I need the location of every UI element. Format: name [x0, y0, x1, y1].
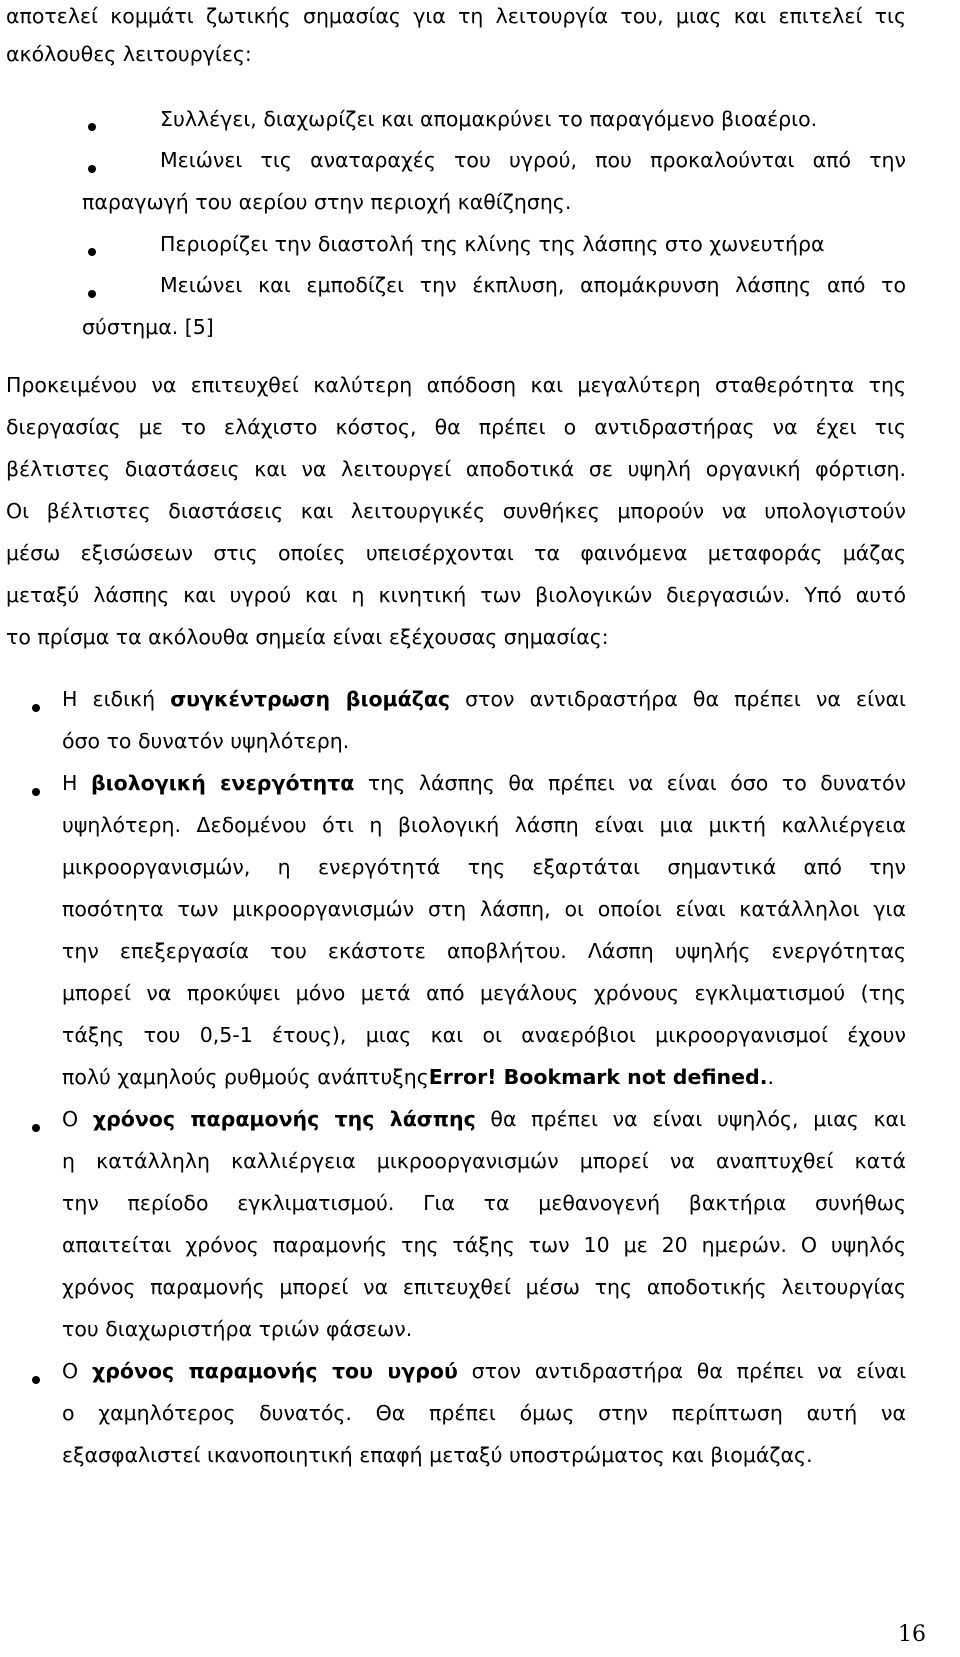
para-line-3: βέλτιστες διαστάσεις και να λειτουργεί αποδοτικά σε υψηλή οργανική φόρτιση. [6, 457, 906, 481]
bullet-icon [88, 165, 96, 173]
function-item-4-cont: σύστημα. [5] [82, 315, 214, 339]
bullet-icon [88, 248, 96, 256]
intro-line-2: ακόλουθες λειτουργίες: [6, 42, 252, 66]
point-2-line: μπορεί να προκύψει μόνο μετά από μεγάλους χρόνους εγκλιματισμού (της [62, 981, 906, 1005]
point-3-post: θα πρέπει να είναι υψηλός, μιας και [475, 1107, 906, 1131]
para-line-4: Οι βέλτιστες διαστάσεις και λειτουργικές συνθήκες μπορούν να υπολογιστούν [6, 499, 906, 523]
point-2-line: τάξης του 0,5-1 έτους), μιας και οι αναερόβιοι μικροοργανισμοί έχουν [62, 1023, 906, 1047]
point-4-line: εξασφαλιστεί ικανοποιητική επαφή μεταξύ υποστρώματος και βιομάζας. [62, 1443, 813, 1467]
point-2-line: την επεξεργασία του εκάστοτε αποβλήτου. Λάσπη υψηλής ενεργότητας [62, 939, 906, 963]
point-2-line: υψηλότερη. Δεδομένου ότι η βιολογική λάσπη είναι μια μικτή καλλιέργεια [62, 813, 906, 837]
point-3-bold: χρόνος παραμονής της λάσπης [92, 1107, 476, 1131]
point-2-pre: Η [62, 771, 91, 795]
bullet-icon [88, 123, 96, 131]
bullet-icon [32, 1124, 40, 1132]
para-line-6: μεταξύ λάσπης και υγρού και η κινητική των βιολογικών διεργασιών. Υπό αυτό [6, 583, 906, 607]
point-3-line: η κατάλληλη καλλιέργεια μικροοργανισμών μπορεί να αναπτυχθεί κατά [62, 1149, 906, 1173]
para-line-2: διεργασίας με το ελάχιστο κόστος, θα πρέπει ο αντιδραστήρας να έχει τις [6, 415, 906, 439]
point-2-post: της λάσπης θα πρέπει να είναι όσο το δυνατόν [354, 771, 906, 795]
point-1-pre: Η ειδική [62, 687, 171, 711]
point-2-first-line [62, 771, 906, 813]
function-item-3: Περιορίζει την διαστολή της κλίνης της λάσπης στο χωνευτήρα [160, 232, 825, 256]
point-4-first-line [62, 1359, 906, 1401]
intro-text-1: αποτελεί κομμάτι ζωτικής σημασίας για τη λειτουργία του, μιας και επιτελεί τις [6, 4, 906, 28]
bookmark-error-text: Error! Bookmark not defined. [428, 1065, 768, 1089]
page-number: 16 [898, 1622, 926, 1647]
point-2-last-post: . [767, 1065, 775, 1089]
bullet-icon [88, 290, 96, 298]
point-4-line: ο χαμηλότερος δυνατός. Θα πρέπει όμως στην περίπτωση αυτή να [62, 1401, 906, 1425]
point-2-bold: βιολογική ενεργότητα [90, 771, 355, 795]
para-line-5: μέσω εξισώσεων στις οποίες υπεισέρχονται τα φαινόμενα μεταφοράς μάζας [6, 541, 906, 565]
para-line-7: το πρίσμα τα ακόλουθα σημεία είναι εξέχουσας σημασίας: [6, 625, 609, 649]
point-4-bold: χρόνος παραμονής του υγρού [91, 1359, 458, 1383]
function-item-2: Μειώνει τις αναταραχές του υγρού, που προκαλούνται από την [160, 148, 906, 172]
point-1-first-line [62, 687, 906, 729]
point-1-post: στον αντιδραστήρα θα πρέπει να είναι [450, 687, 906, 711]
bullet-icon [32, 788, 40, 796]
point-2-last-line [62, 1065, 774, 1089]
point-3-pre: Ο [62, 1107, 93, 1131]
point-3-line: του διαχωριστήρα τριών φάσεων. [62, 1317, 413, 1341]
point-1-line: όσο το δυνατόν υψηλότερη. [62, 729, 350, 753]
point-4-pre: Ο [62, 1359, 92, 1383]
point-2-last-pre: πολύ χαμηλούς ρυθμούς ανάπτυξης [62, 1065, 429, 1089]
point-3-line: απαιτείται χρόνος παραμονής της τάξης των 10 με 20 ημερών. Ο υψηλός [62, 1233, 906, 1257]
point-1-bold: συγκέντρωση βιομάζας [170, 687, 451, 711]
point-4-post: στον αντιδραστήρα θα πρέπει να είναι [457, 1359, 906, 1383]
point-3-line: χρόνος παραμονής μπορεί να επιτευχθεί μέσω της αποδοτικής λειτουργίας [62, 1275, 906, 1299]
intro-line-1 [6, 4, 906, 28]
point-2-line: μικροοργανισμών, η ενεργότητά της εξαρτάται σημαντικά από την [62, 855, 906, 879]
point-3-line: την περίοδο εγκλιματισμού. Για τα μεθανογενή βακτήρια συνήθως [62, 1191, 906, 1215]
para-line-1: Προκειμένου να επιτευχθεί καλύτερη απόδοση και μεγαλύτερη σταθερότητα της [6, 373, 906, 397]
function-item-2-cont: παραγωγή του αερίου στην περιοχή καθίζησης. [82, 190, 572, 214]
function-item-4: Μειώνει και εμποδίζει την έκπλυση, απομάκρυνση λάσπης από το [160, 273, 906, 297]
bullet-icon [32, 704, 40, 712]
point-3-first-line [62, 1107, 906, 1149]
bullet-icon [32, 1376, 40, 1384]
function-item-1: Συλλέγει, διαχωρίζει και απομακρύνει το παραγόμενο βιοαέριο. [160, 107, 818, 131]
point-2-line: ποσότητα των μικροοργανισμών στη λάσπη, οι οποίοι είναι κατάλληλοι για [62, 897, 906, 921]
